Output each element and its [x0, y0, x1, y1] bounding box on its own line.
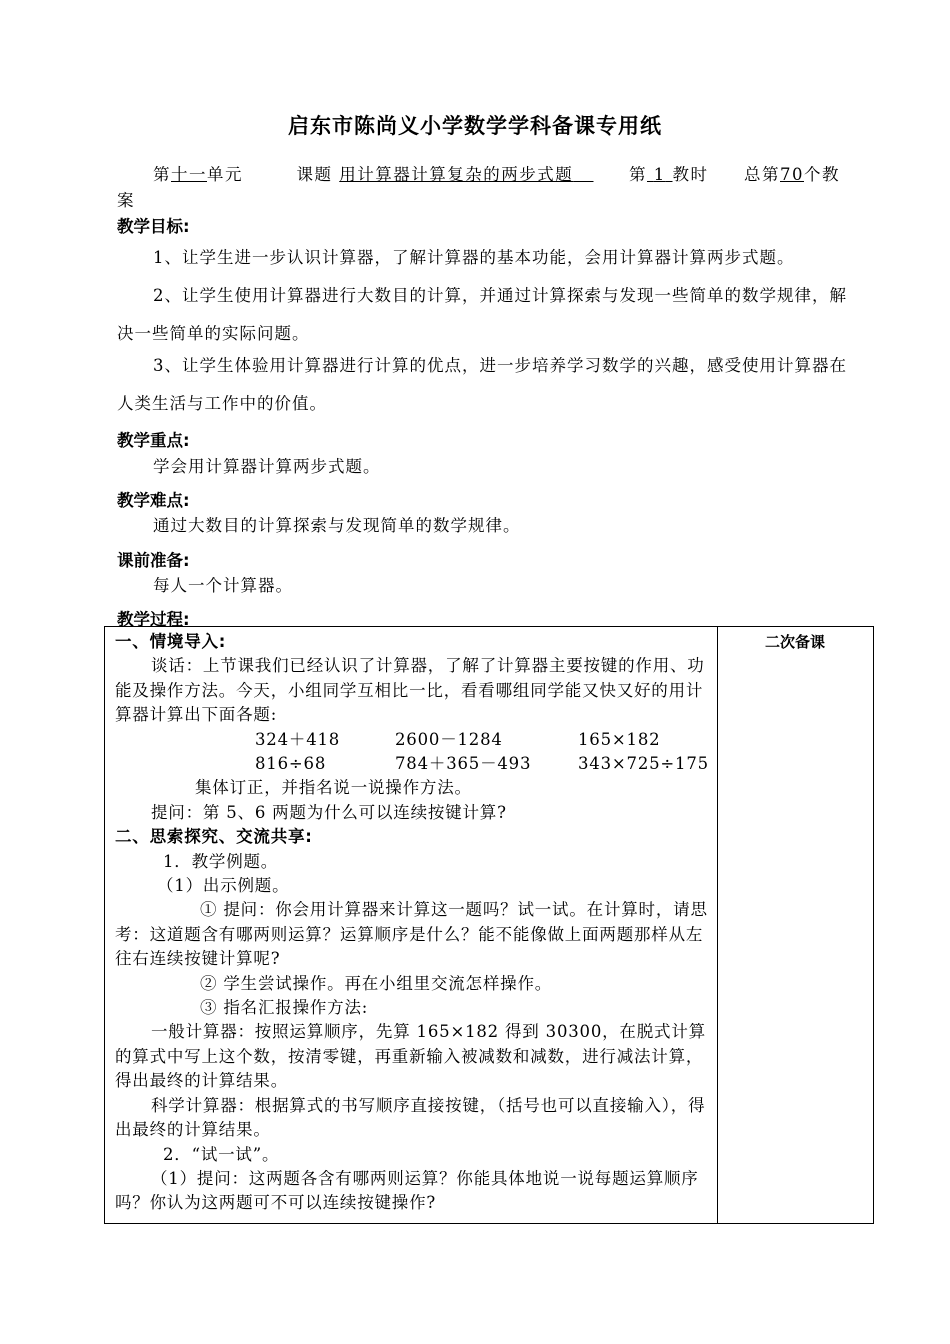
goal-1: 1、让学生进一步认识计算器，了解计算器的基本功能，会用计算器计算两步式题。 [153, 248, 795, 267]
column-divider [717, 627, 718, 1223]
step-1: 1．教学例题。 [163, 851, 279, 871]
exercise-4: 816÷68 [255, 754, 327, 774]
process-content [115, 630, 711, 1216]
step-2: 2．“试一试”。 [163, 1144, 280, 1164]
prep-text: 每人一个计算器。 [153, 576, 293, 595]
total-prefix: 总第 [744, 165, 780, 184]
exercise-6: 343×725÷175 [578, 754, 709, 774]
topic-value: 用计算器计算复杂的两步式题 [339, 165, 574, 184]
exercise-row-1 [115, 728, 711, 752]
step-2-1: （1）提问：这两题各含有哪两则运算？你能具体地说一说每题运算顺序吗？你认为这两题可不可以连续按键操作? [115, 1168, 699, 1213]
prep-heading: 课前准备: [117, 551, 190, 570]
goals-heading: 教学目标: [117, 217, 190, 236]
key-heading: 教学重点: [117, 431, 190, 450]
step-c2: ② 学生尝试操作。再在小组里交流怎样操作。 [200, 973, 553, 993]
lesson-header [117, 162, 857, 214]
question-text: 提问：第 5、6 两题为什么可以连续按键计算? [151, 802, 507, 822]
page-title: 启东市陈尚义小学数学学科备课专用纸 [288, 114, 662, 138]
key-text: 学会用计算器计算两步式题。 [153, 457, 381, 476]
lesson-value: 1 [653, 165, 666, 184]
difficulty-text: 通过大数目的计算探索与发现简单的数学规律。 [153, 516, 521, 535]
exercise-row-2 [115, 752, 711, 776]
part1-talk: 谈话：上节课我们已经认识了计算器，了解了计算器主要按键的作用、功能及操作方法。今天，小组同学互相比一比，看看哪组同学能又快又好的用计算器计算出下面各题: [115, 656, 705, 725]
lesson-suffix: 教时 [672, 165, 709, 184]
unit-prefix: 第 [153, 165, 171, 184]
general-calculator: 一般计算器：按照运算顺序，先算 165×182 得到 30300，在脱式计算的算式中写上这个数，按清零键，再重新输入被减数和减数，进行减法计算，得出最终的计算结果。 [115, 1022, 706, 1091]
exercise-1: 324＋418 [255, 729, 341, 749]
unit-value: 十一 [171, 165, 207, 184]
unit-suffix: 单元 [207, 165, 243, 184]
goal-2: 2、让学生使用计算器进行大数目的计算，并通过计算探索与发现一些简单的数学规律，解决一些简单的实际问题。 [117, 286, 847, 343]
scientific-calculator: 科学计算器：根据算式的书写顺序直接按键，（括号也可以直接输入），得出最终的计算结果。 [115, 1095, 706, 1140]
difficulty-heading: 教学难点: [117, 491, 190, 510]
total-suffix: 个教 [804, 165, 840, 184]
exercise-2: 2600－1284 [395, 729, 503, 749]
total-value: 70 [780, 165, 804, 184]
step-c3: ③ 指名汇报操作方法: [200, 998, 369, 1018]
part1-heading: 一、情境导入: [115, 632, 227, 651]
topic-label: 课题 [296, 165, 333, 184]
correct-text: 集体订正，并指名说一说操作方法。 [195, 778, 472, 798]
header-wrap: 案 [117, 191, 135, 210]
exercise-5: 784＋365－493 [395, 754, 532, 774]
process-table [104, 626, 874, 1224]
lesson-prefix: 第 [629, 165, 647, 184]
lesson-header-row [117, 162, 857, 188]
goal-3: 3、让学生体验用计算器进行计算的优点，进一步培养学习数学的兴趣，感受使用计算器在人类生活与工作中的价值。 [117, 356, 847, 413]
exercise-3: 165×182 [578, 729, 661, 749]
second-prep-heading: 二次备课 [764, 633, 825, 651]
step-1-1: （1）出示例题。 [157, 876, 290, 896]
process-heading: 教学过程: [117, 610, 190, 629]
part2-heading: 二、思索探究、交流共享: [115, 827, 313, 847]
step-c1: ① 提问：你会用计算器来计算这一题吗？试一试。在计算时，请思考：这道题含有哪两则运算？运算顺序是什么？能不能像做上面两题那样从左往右连续按键计算呢? [115, 900, 708, 969]
